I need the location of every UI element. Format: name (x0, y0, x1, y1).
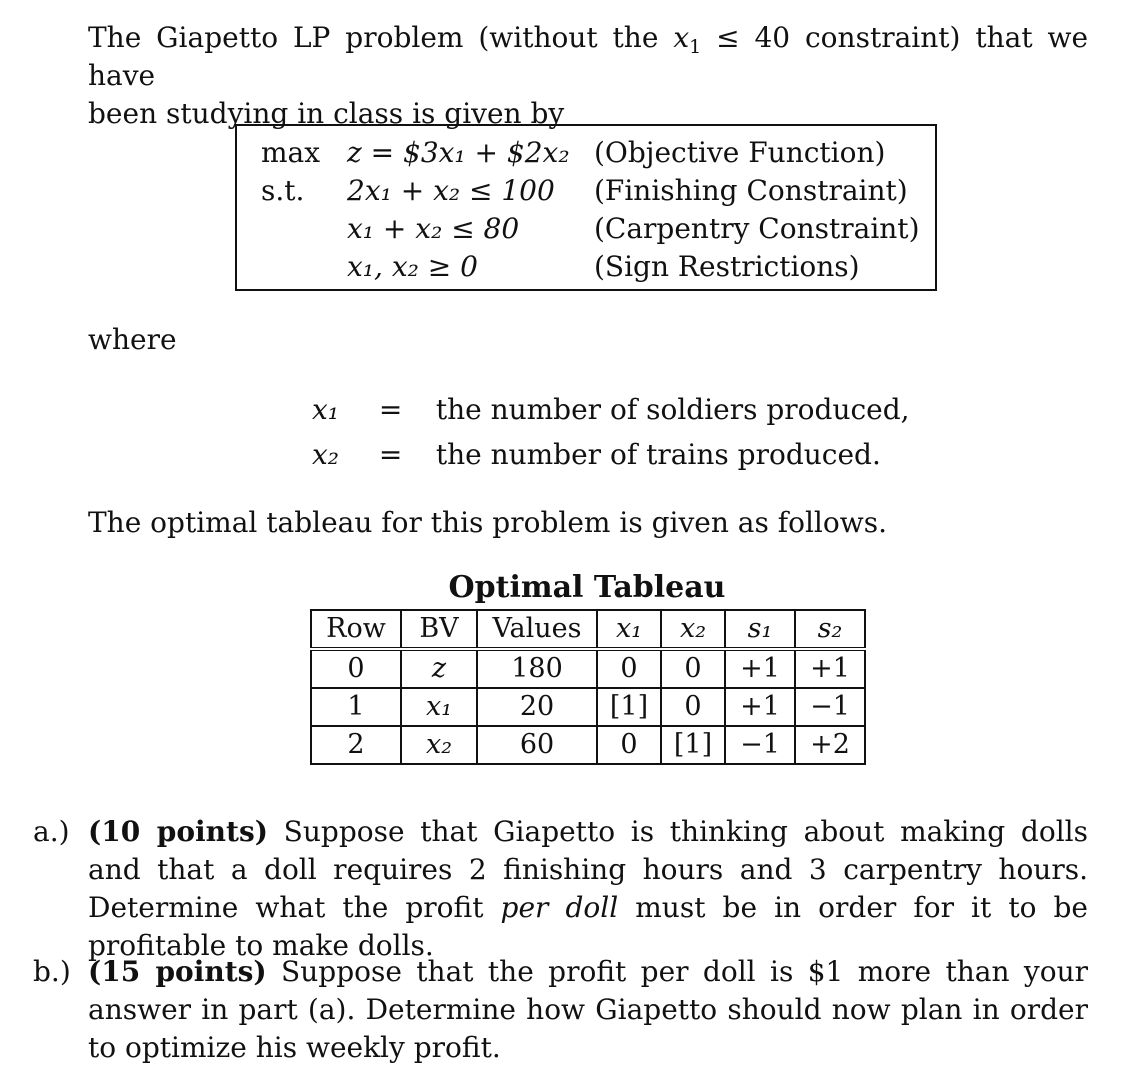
question-text: Suppose that the profit per doll is $1 more than your answer in part (a). Determine how Giapetto should now plan in order to optimize his weekly profit. (88, 955, 1089, 1064)
cell: x₁ (401, 688, 477, 726)
lp-expression: x₁, x₂ ≥ 0 (347, 250, 478, 283)
question-points: (15 points) (88, 955, 267, 988)
table-row (311, 649, 865, 688)
intro-var-letter: x (673, 21, 690, 54)
cell: 0 (661, 688, 725, 726)
definition-text: the number of soldiers produced, (435, 393, 910, 426)
tableau-intro: The optimal tableau for this problem is given as follows. (88, 506, 887, 539)
question-points: (10 points) (88, 815, 268, 848)
definition-var: x₁ (312, 393, 340, 426)
cell: [1] (597, 688, 661, 726)
table-row (311, 726, 865, 764)
intro-paragraph (88, 19, 1088, 133)
intro-line-1 (88, 19, 1088, 95)
cell: 0 (597, 649, 661, 688)
cell: 20 (477, 688, 597, 726)
header-s1: s₁ (725, 610, 795, 649)
lp-expression: 2x₁ + x₂ ≤ 100 (347, 174, 555, 207)
header-row: Row (311, 610, 401, 649)
definition-eq: = (378, 438, 403, 471)
intro-line-2: been studying in class is given by (88, 97, 565, 130)
intro-var-sub: 1 (689, 36, 702, 58)
lp-keyword: s.t. (261, 174, 305, 207)
lp-description: (Objective Function) (594, 136, 886, 169)
definition-x1 (312, 390, 910, 430)
cell: +2 (795, 726, 865, 764)
table-row (311, 688, 865, 726)
tableau-header-row (311, 610, 865, 649)
definition-var: x₂ (312, 438, 340, 471)
question-emphasis: per doll (500, 891, 619, 924)
question-body (88, 953, 1088, 1067)
question-text-end: must be in order for it to be profitable to make dolls. (88, 891, 1088, 962)
question-b (33, 953, 1089, 1073)
question-body (88, 813, 1088, 965)
lp-formulation-box (235, 124, 937, 291)
optimal-tableau (310, 609, 866, 765)
cell: 60 (477, 726, 597, 764)
definition-text: the number of trains produced. (435, 438, 881, 471)
cell: +1 (795, 649, 865, 688)
tableau-title: Optimal Tableau (448, 570, 726, 605)
cell: +1 (725, 649, 795, 688)
header-x2: x₂ (661, 610, 725, 649)
lp-description: (Sign Restrictions) (594, 250, 860, 283)
question-text: Suppose that Giapetto is thinking about making dolls and that a doll requires 2 finishing hours and 3 carpentry hours. Determine what the profit (88, 815, 1088, 924)
intro-text-a: The Giapetto LP problem (without the (88, 21, 674, 54)
question-label: b.) (33, 955, 71, 988)
cell: 2 (311, 726, 401, 764)
question-a (33, 813, 1088, 962)
cell: 0 (661, 649, 725, 688)
lp-row-finishing (237, 172, 935, 210)
definition-x2 (312, 435, 881, 475)
where-label: where (88, 323, 177, 356)
lp-expression: z = $3x₁ + $2x₂ (347, 136, 570, 169)
lp-description: (Finishing Constraint) (594, 174, 908, 207)
cell: 0 (597, 726, 661, 764)
cell: x₂ (401, 726, 477, 764)
lp-row-objective (237, 134, 935, 172)
cell: 0 (311, 649, 401, 688)
lp-description: (Carpentry Constraint) (594, 212, 920, 245)
header-x1: x₁ (597, 610, 661, 649)
definition-eq: = (378, 393, 403, 426)
header-values: Values (477, 610, 597, 649)
intro-text-b: ≤ 40 constraint) that we have (88, 21, 1089, 92)
cell: 1 (311, 688, 401, 726)
question-label: a.) (33, 815, 70, 848)
cell: 180 (477, 649, 597, 688)
cell: z (401, 649, 477, 688)
lp-keyword: max (261, 136, 321, 169)
cell: −1 (795, 688, 865, 726)
header-s2: s₂ (795, 610, 865, 649)
header-bv: BV (401, 610, 477, 649)
cell: −1 (725, 726, 795, 764)
lp-row-carpentry (237, 210, 935, 248)
lp-expression: x₁ + x₂ ≤ 80 (347, 212, 520, 245)
cell: [1] (661, 726, 725, 764)
intro-var (673, 21, 702, 58)
lp-row-sign (237, 248, 935, 286)
cell: +1 (725, 688, 795, 726)
